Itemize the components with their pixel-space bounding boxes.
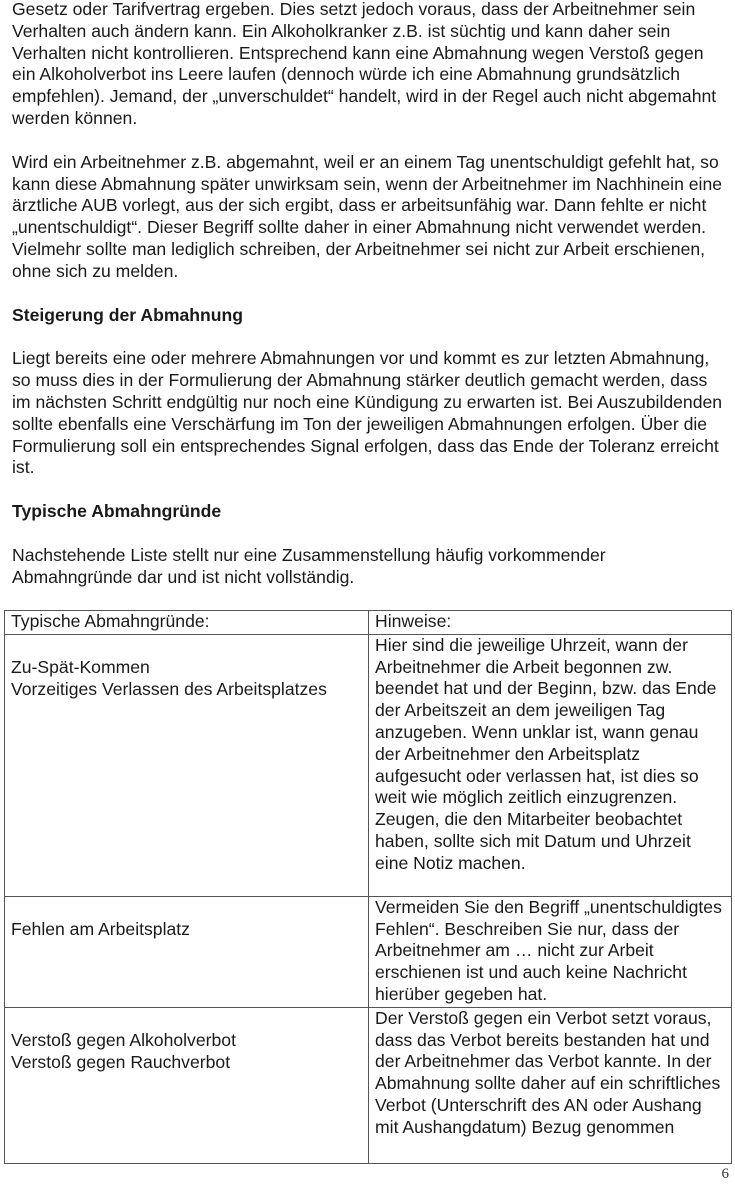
reason-item: Zu-Spät-Kommen (11, 656, 150, 677)
reasons-cell (5, 896, 369, 1007)
heading-escalation: Steigerung der Abmahnung (12, 304, 244, 325)
reasons-cell (5, 1007, 369, 1163)
table-header-row (5, 611, 732, 635)
reason-item: Verstoß gegen Rauchverbot (11, 1051, 231, 1072)
note-cell: Hier sind die jeweilige Uhrzeit, wann der Arbeitnehmer die Arbeit begonnen zw. beendet hat und der Beginn, bzw. das Ende der Arbeitszeit an dem jeweiligen Tag anzugeben. Wenn unklar ist, wann genau der Arbeitnehmer den Arbeitsplatz aufgesucht oder verlassen hat, ist dies so weit wie möglich zeitlich einzugrenzen. Zeugen, die den Mitarbeiter beobachtet haben, sollte sich mit Datum und Uhrzeit eine Notiz machen. (369, 634, 732, 896)
table-header-reasons: Typische Abmahngründe: (5, 611, 369, 635)
paragraph-list-intro: Nachstehende Liste stellt nur eine Zusammenstellung häufig vorkommender Abmahngründe dar und ist nicht vollständig. (12, 544, 606, 587)
paragraph-escalation: Liegt bereits eine oder mehrere Abmahnungen vor und kommt es zur letzten Abmahnung, so muss dies in der Formulierung der Abmahnung stärker deutlich gemacht werden, dass im nächsten Schritt endgültig nur noch eine Kündigung zu erwarten ist. Bei Auszubildenden sollte ebenfalls eine Verschärfung im Ton der jeweiligen Abmahnungen erfolgen. Über die Formulierung soll ein entsprechendes Signal erfolgen, dass das Ende der Toleranz erreicht ist. (12, 348, 723, 478)
table-header-notes: Hinweise: (369, 611, 732, 635)
paragraph-unexcused-absence: Wird ein Arbeitnehmer z.B. abgemahnt, weil er an einem Tag unentschuldigt gefehlt hat, so kann diese Abmahnung später unwirksam sein, wenn der Arbeitnehmer im Nachhinein eine ärztliche AUB vorlegt, aus der sich ergibt, dass er arbeitsunfähig war. Dann fehlte er nicht „unentschuldigt“. Dieser Begriff sollte daher in einer Abmahnung nicht verwendet werden. Vielmehr sollte man lediglich schreiben, der Arbeitnehmer sei nicht zur Arbeit erschienen, ohne sich zu melden. (12, 151, 723, 281)
reason-item: Fehlen am Arbeitsplatz (11, 918, 190, 939)
paragraph-alcohol: Gesetz oder Tarifvertrag ergeben. Dies setzt jedoch voraus, dass der Arbeitnehmer sein Verhalten auch ändern kann. Ein Alkoholkranker z.B. ist süchtig und kann daher sein Verhalten nicht kontrollieren. Entsprechend kann eine Abmahnung wegen Verstoß gegen ein Alkoholverbot ins Leere laufen (dennoch würde ich eine Abmahnung grundsätzlich empfehlen). Jemand, der „unverschuldet“ handelt, wird in der Regel auch nicht abgemahnt werden können. (12, 0, 717, 128)
page-number: 6 (721, 1166, 729, 1182)
note-cell: Vermeiden Sie den Begriff „unentschuldigtes Fehlen“. Beschreiben Sie nur, dass der Arbeitnehmer am … nicht zur Arbeit erschienen ist und auch keine Nachricht hierüber gegeben hat. (369, 896, 732, 1007)
table-row (5, 896, 732, 1007)
note-cell: Der Verstoß gegen ein Verbot setzt voraus, dass das Verbot bereits bestanden hat und der Arbeitnehmer das Verbot kannte. In der Abmahnung sollte daher auf ein schriftliches Verbot (Unterschrift des AN oder Aushang mit Aushangdatum) Bezug genommen (369, 1007, 732, 1163)
table-row (5, 634, 732, 896)
heading-typical-reasons: Typische Abmahngründe (12, 501, 222, 522)
reason-item: Vorzeitiges Verlassen des Arbeitsplatzes (11, 678, 327, 699)
reasons-cell (5, 634, 369, 896)
reason-item: Verstoß gegen Alkoholverbot (11, 1029, 236, 1050)
table-row (5, 1007, 732, 1163)
document-page (12, 0, 724, 589)
reasons-table (4, 610, 732, 1164)
